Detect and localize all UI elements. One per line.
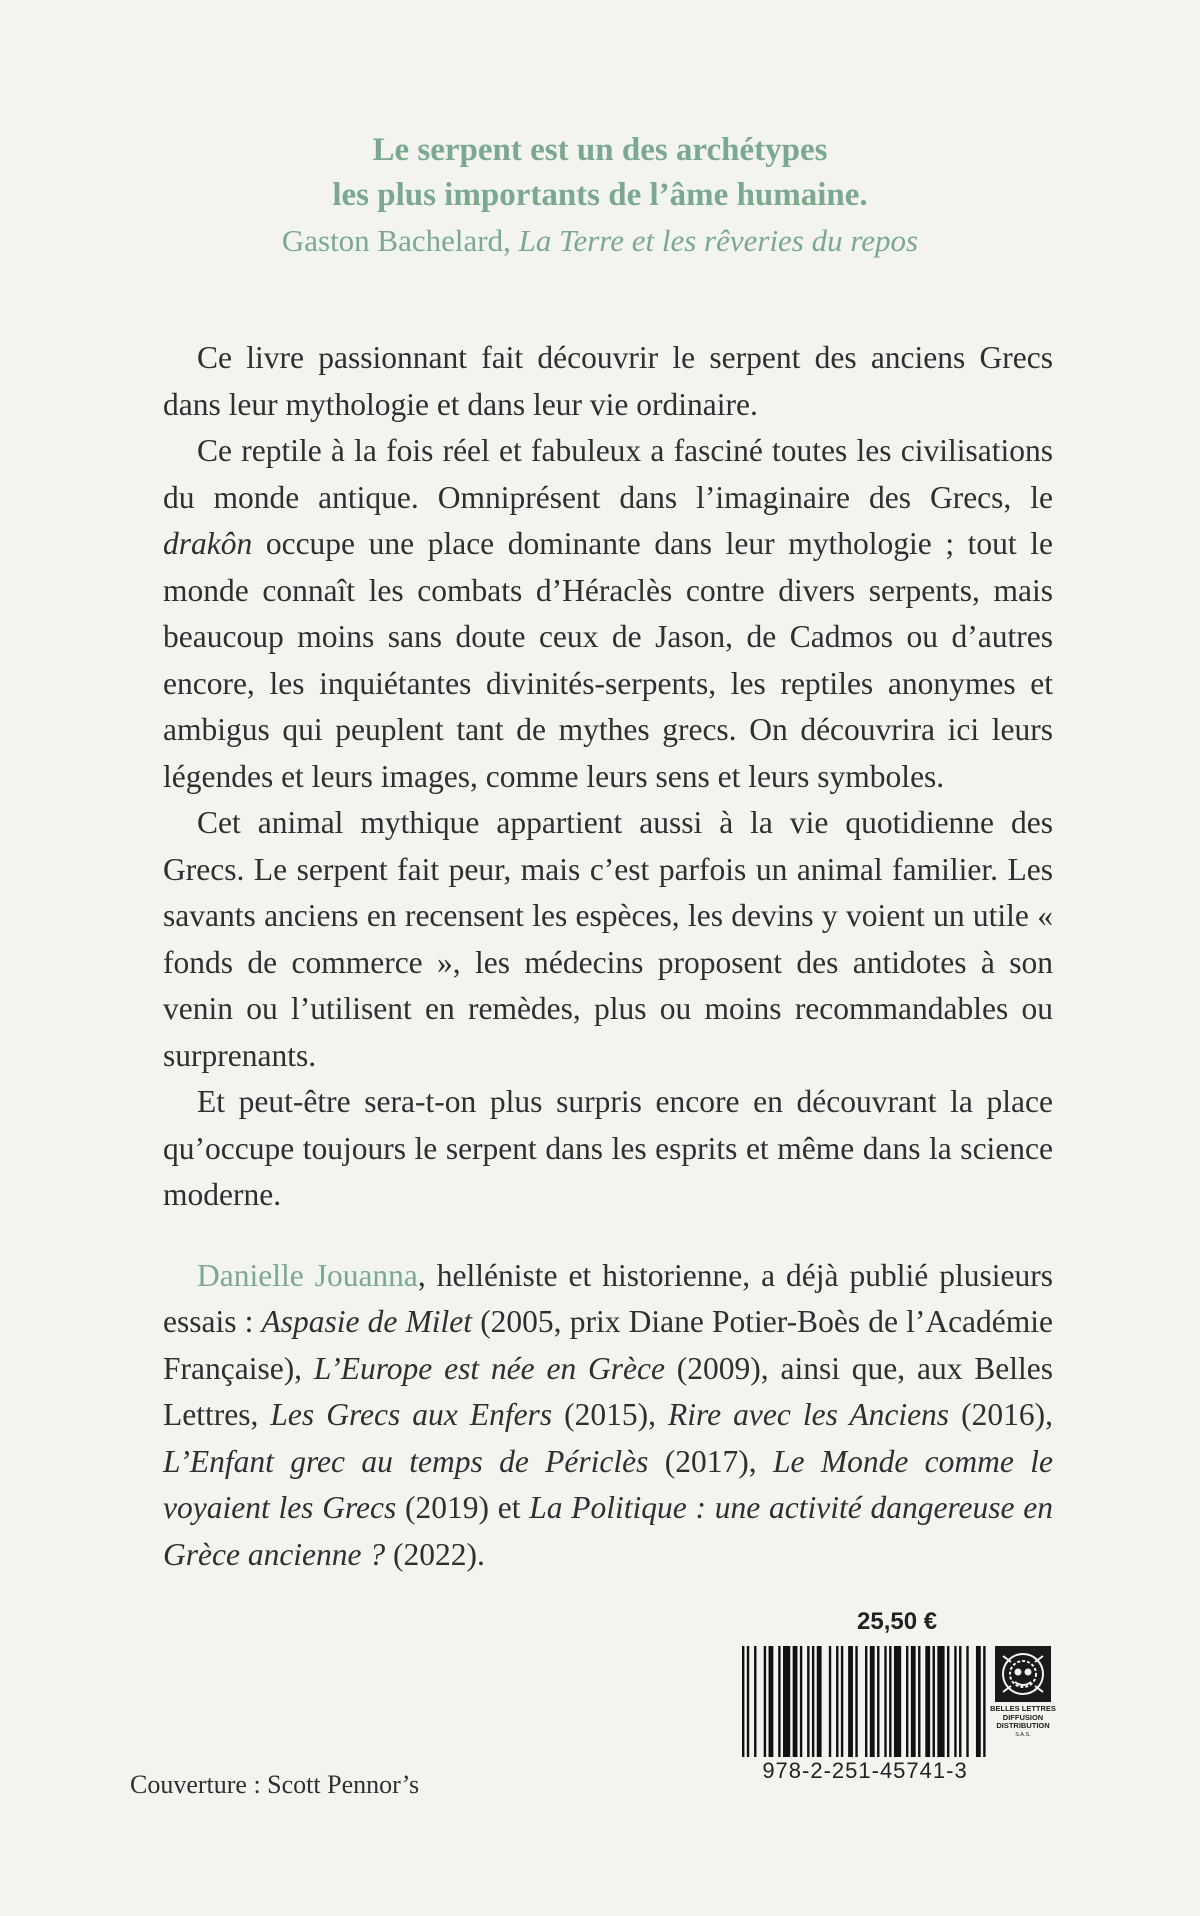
publisher-logo-text (990, 1705, 1056, 1739)
book-title: Le Monde comme le voyaient les Grecs (163, 1443, 1053, 1525)
book-title: Les Grecs aux Enfers (270, 1397, 553, 1432)
epigraph-line-1: Le serpent est un des archétypes (372, 132, 828, 168)
book-title: Rire avec les Anciens (668, 1397, 950, 1432)
publisher-line-4: S.A.S. (1015, 1731, 1031, 1738)
blurb-p2-term: drakôn (163, 526, 253, 561)
blurb-paragraph-3: Cet animal mythique appartient aussi à la vie quotidienne des Grecs. Le serpent fait peur, mais c’est parfois un animal familier. Les savants anciens en recensent les espèces, les devins y voient un utile « fonds de commerce », les médecins proposent des antidotes à son venin ou l’utilisent en remèdes, plus ou moins recommandables ou surprenants. (163, 805, 1053, 1073)
blurb-p2-text-a: Ce reptile à la fois réel et fabuleux a fasciné toutes les civilisations du monde antique. Omniprésent dans l’imaginaire des Grecs, le (163, 433, 1053, 515)
bio-text: (2009), ainsi que, aux Belles Lettres, (163, 1350, 1053, 1432)
bio-text: (2015), (552, 1397, 669, 1432)
book-title: La Politique : une activité dangereuse en Grèce ancienne ? (163, 1490, 1053, 1572)
bio-text: , helléniste et historienne, a déjà publié plusieurs essais : (163, 1257, 1053, 1339)
barcode-icon (742, 1646, 988, 1757)
author-name: Danielle Jouanna (197, 1257, 418, 1293)
publisher-line-3: DISTRIBUTION (996, 1721, 1050, 1730)
bio-text: (2016), (949, 1397, 1053, 1432)
author-bio (163, 1253, 1053, 1579)
bio-text: (2005, prix Diane Potier-Boès de l’Académie Française), (163, 1304, 1053, 1386)
epigraph (0, 128, 1200, 263)
publisher-logo-icon (995, 1646, 1051, 1702)
book-title: L’Enfant grec au temps de Périclès (163, 1443, 649, 1479)
blurb-p2-text-b: occupe une place dominante dans leur mythologie ; tout le monde connaît les combats d’Héraclès contre divers serpents, mais beaucoup moins sans doute ceux de Jason, de Cadmos ou d’autres encore, les inquiétantes divinités-serpents, les reptiles anonymes et ambigus qui peuplent tant de mythes grecs. On découvrira ici leurs légendes et leurs images, comme leurs sens et leurs symboles. (163, 526, 1053, 794)
bio-text: (2022). (385, 1536, 485, 1572)
book-title: Aspasie de Milet (261, 1304, 473, 1339)
epigraph-source (0, 218, 1200, 263)
blurb-paragraph-1: Ce livre passionnant fait découvrir le serpent des anciens Grecs dans leur mythologie et dans leur vie ordinaire. (163, 340, 1053, 422)
epigraph-author: Gaston Bachelard, (281, 223, 519, 258)
price: 25,50 € (857, 1608, 938, 1635)
blurb-paragraph-4: Et peut-être sera-t-on plus surpris encore en découvrant la place qu’occupe toujours le serpent dans les esprits et même dans la science moderne. (163, 1084, 1053, 1212)
epigraph-line-2: les plus importants de l’âme humaine. (332, 177, 868, 213)
publisher-line-1: BELLES LETTRES (990, 1704, 1056, 1713)
bio-text: (2019) et (396, 1490, 530, 1525)
publisher-line-2: DIFFUSION (1002, 1712, 1044, 1722)
isbn: 978-2-251-45741-3 (762, 1758, 968, 1783)
bio-text: (2017), (648, 1443, 773, 1479)
cover-credit: Couverture : Scott Pennor’s (130, 1770, 420, 1799)
epigraph-work: La Terre et les rêveries du repos (518, 223, 919, 258)
book-title: L’Europe est née en Grèce (313, 1350, 665, 1386)
blurb-paragraph-2 (163, 428, 1053, 800)
blurb (163, 335, 1053, 1578)
